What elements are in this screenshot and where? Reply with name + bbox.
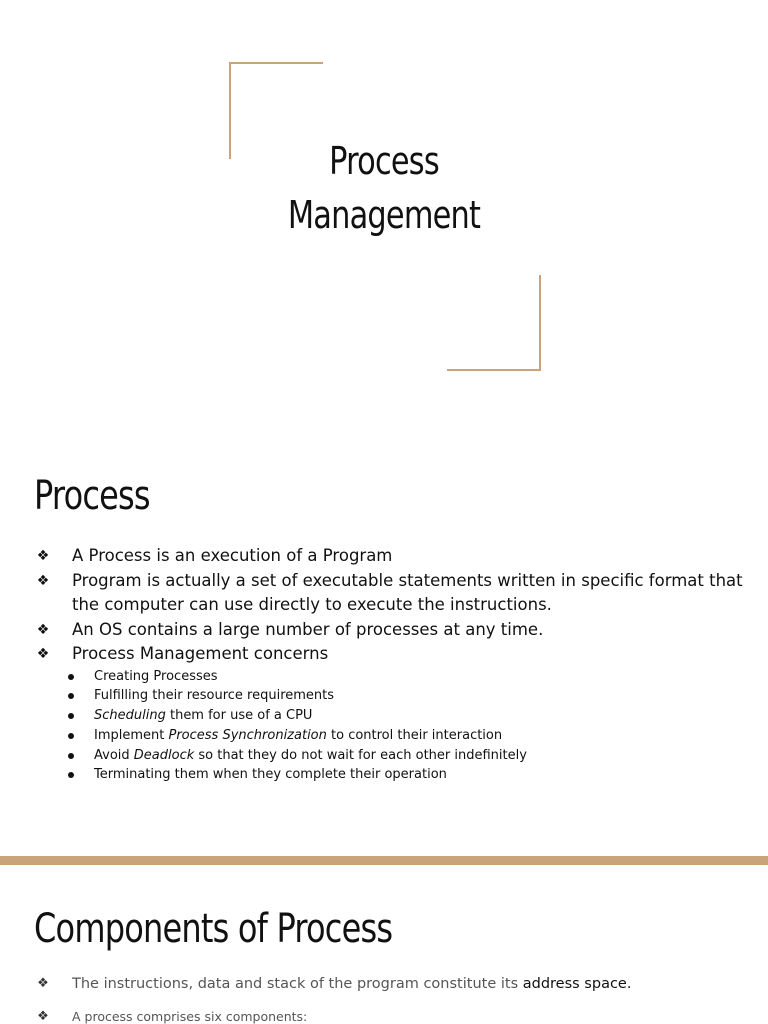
list-item — [34, 642, 744, 785]
sub-list-item — [68, 726, 744, 746]
sub-list-item — [68, 765, 744, 785]
list-item — [34, 569, 744, 618]
sub-list-item — [68, 746, 744, 766]
bullet-list — [34, 973, 744, 1024]
bullet-dot-icon — [68, 772, 74, 778]
bullet-dot-icon — [68, 733, 74, 739]
sub-list-item-text: Creating Processes — [94, 668, 218, 684]
emphasis-text: Scheduling — [94, 708, 166, 724]
list-item-text: A process comprises six components: — [72, 1009, 308, 1024]
cover-title-line2: Management — [287, 193, 481, 237]
emphasis-text: Deadlock — [133, 747, 195, 763]
emphasis-text: Process Synchronization — [168, 727, 327, 743]
bullet-dot-icon — [68, 674, 74, 680]
diamond-bullet-icon: ❖ — [36, 621, 50, 638]
sub-list-item-text: Avoid — [94, 747, 134, 763]
sub-list-item-text: them for use of a CPU — [165, 708, 313, 724]
bullet-dot-icon — [68, 693, 74, 699]
cover-slide — [0, 0, 768, 430]
list-item-text: The instructions, data and stack of the program constitute its — [72, 976, 523, 992]
slide-divider — [0, 856, 768, 865]
list-item-text: A Process is an execution of a Program — [72, 546, 393, 565]
sub-list-item — [68, 706, 744, 726]
bullet-list — [34, 544, 744, 785]
list-item — [34, 1006, 744, 1024]
bullet-dot-icon — [68, 713, 74, 719]
list-item-text: Program is actually a set of executable statements written in specific format that the computer can use directly to execute the instructions. — [72, 570, 743, 614]
process-slide — [0, 430, 768, 856]
sub-list-item-text: Implement — [94, 727, 169, 743]
list-item — [34, 618, 744, 643]
sub-list-item-text: so that they do not wait for each other indefinitely — [194, 747, 527, 763]
cover-title-line1: Process — [329, 139, 439, 183]
sub-list-item-text: to control their interaction — [326, 727, 503, 743]
list-item-text: An OS contains a large number of processes at any time. — [72, 619, 544, 639]
diamond-bullet-icon: ❖ — [36, 548, 50, 564]
sub-list-item — [68, 686, 744, 706]
diamond-bullet-icon: ❖ — [36, 572, 50, 589]
list-item — [34, 973, 744, 995]
sub-list-item-text: Fulfilling their resource requirements — [94, 688, 335, 704]
list-item — [34, 544, 744, 569]
slide-heading: Process — [34, 473, 150, 519]
corner-bracket-bottom-right — [447, 275, 541, 371]
sub-list-item — [68, 667, 744, 687]
slide-heading: Components of Process — [34, 906, 393, 952]
diamond-bullet-icon: ❖ — [36, 646, 50, 662]
concerns-list — [68, 667, 744, 786]
bullet-dot-icon — [68, 753, 74, 759]
diamond-bullet-icon: ❖ — [37, 1009, 49, 1024]
sub-list-item-text: Terminating them when they complete their operation — [94, 767, 447, 783]
highlight-text: address space. — [522, 976, 632, 992]
list-item-text: Process Management concerns — [72, 644, 329, 663]
components-slide — [0, 865, 768, 1024]
diamond-bullet-icon: ❖ — [37, 976, 49, 991]
